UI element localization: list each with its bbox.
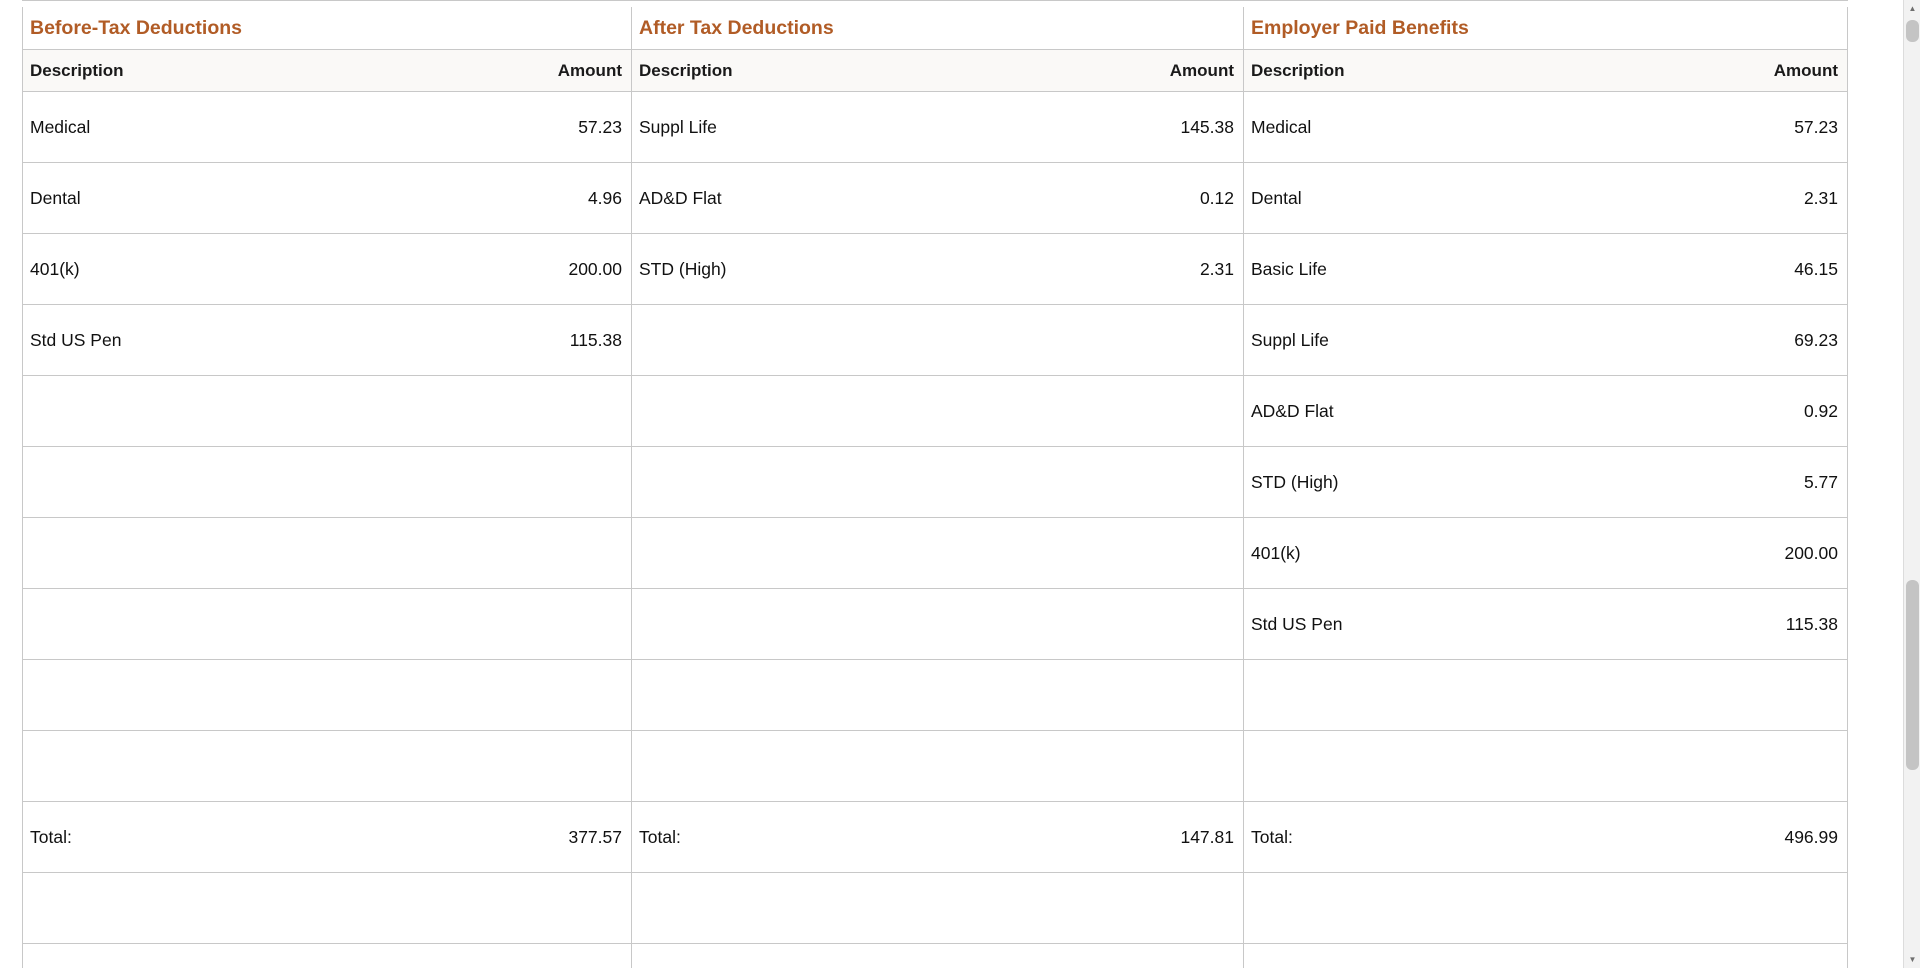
row-amount: 200.00	[568, 258, 622, 279]
table-row	[1244, 376, 1847, 447]
row-amount: 5.77	[1803, 471, 1838, 492]
total-amount: 147.81	[1180, 826, 1234, 847]
deductions-panels	[22, 7, 1848, 968]
table-row	[1244, 447, 1847, 518]
table-row	[23, 660, 631, 731]
panel-title-employer-paid-benefits: Employer Paid Benefits	[1244, 7, 1847, 50]
row-description: AD&D Flat	[1251, 400, 1334, 421]
table-row	[1244, 731, 1847, 802]
table-row	[632, 305, 1243, 376]
table-row	[632, 163, 1243, 234]
table-row	[1244, 92, 1847, 163]
total-row	[23, 802, 631, 873]
table-row	[23, 589, 631, 660]
row-amount: 115.38	[1785, 613, 1838, 634]
row-description: Dental	[1251, 187, 1302, 208]
row-amount: 69.23	[1794, 329, 1838, 350]
table-row	[23, 518, 631, 589]
row-description: AD&D Flat	[639, 187, 722, 208]
row-amount: 4.96	[587, 187, 622, 208]
panel-title-after-tax-deductions: After Tax Deductions	[632, 7, 1243, 50]
row-amount: 115.38	[569, 329, 622, 350]
total-label: Total:	[30, 826, 72, 847]
row-amount: 57.23	[578, 116, 622, 137]
table-row	[632, 589, 1243, 660]
table-row	[632, 731, 1243, 802]
row-description: Dental	[30, 187, 81, 208]
column-header-employer-paid	[1244, 50, 1847, 92]
column-header-description: Description	[30, 60, 124, 80]
table-row	[632, 376, 1243, 447]
table-row	[23, 731, 631, 802]
row-amount: 0.12	[1199, 187, 1234, 208]
table-row	[1244, 234, 1847, 305]
row-description: Std US Pen	[1251, 613, 1343, 634]
row-amount: 2.31	[1803, 187, 1838, 208]
panel-after-tax-deductions	[632, 7, 1244, 968]
row-amount: 2.31	[1199, 258, 1234, 279]
total-row	[1244, 802, 1847, 873]
row-description: STD (High)	[639, 258, 727, 279]
total-label: Total:	[639, 826, 681, 847]
scrollbar-thumb[interactable]	[1906, 580, 1919, 770]
row-description: Basic Life	[1251, 258, 1327, 279]
row-description: Suppl Life	[639, 116, 717, 137]
scrollbar-thumb-top[interactable]	[1906, 20, 1919, 42]
table-row	[23, 376, 631, 447]
column-header-description: Description	[639, 60, 733, 80]
column-header-amount: Amount	[1169, 60, 1234, 80]
row-description: 401(k)	[30, 258, 80, 279]
table-row	[632, 873, 1243, 944]
scroll-down-arrow-icon[interactable]: ▼	[1904, 951, 1920, 968]
table-row	[23, 92, 631, 163]
panel-employer-paid-benefits	[1244, 7, 1848, 968]
panel-title-before-tax-deductions: Before-Tax Deductions	[23, 7, 631, 50]
row-description: Medical	[30, 116, 91, 137]
scroll-up-arrow-icon[interactable]: ▲	[1904, 0, 1920, 17]
table-row	[23, 163, 631, 234]
table-row	[632, 447, 1243, 518]
row-amount: 46.15	[1794, 258, 1838, 279]
table-top-border	[22, 0, 1848, 7]
table-row	[23, 447, 631, 518]
row-amount: 200.00	[1784, 542, 1838, 563]
table-row	[1244, 305, 1847, 376]
table-row	[1244, 518, 1847, 589]
row-description: STD (High)	[1251, 471, 1339, 492]
total-amount: 377.57	[568, 826, 622, 847]
total-label: Total:	[1251, 826, 1293, 847]
table-row	[1244, 163, 1847, 234]
row-description: Std US Pen	[30, 329, 122, 350]
column-header-amount: Amount	[1773, 60, 1838, 80]
column-header-before-tax	[23, 50, 631, 92]
column-header-description: Description	[1251, 60, 1345, 80]
table-row	[632, 234, 1243, 305]
table-row	[632, 92, 1243, 163]
row-amount: 0.92	[1803, 400, 1838, 421]
table-row	[632, 518, 1243, 589]
row-amount: 145.38	[1180, 116, 1234, 137]
table-row	[632, 660, 1243, 731]
row-description: Medical	[1251, 116, 1312, 137]
total-row	[632, 802, 1243, 873]
table-row	[1244, 660, 1847, 731]
panel-before-tax-deductions	[22, 7, 632, 968]
column-header-amount: Amount	[557, 60, 622, 80]
table-row	[1244, 873, 1847, 944]
table-row	[1244, 589, 1847, 660]
row-amount: 57.23	[1794, 116, 1838, 137]
total-amount: 496.99	[1784, 826, 1838, 847]
row-description: Suppl Life	[1251, 329, 1329, 350]
table-row	[23, 873, 631, 944]
column-header-after-tax	[632, 50, 1243, 92]
vertical-scrollbar[interactable]	[1903, 0, 1920, 968]
table-row	[23, 234, 631, 305]
row-description: 401(k)	[1251, 542, 1301, 563]
table-row	[23, 305, 631, 376]
